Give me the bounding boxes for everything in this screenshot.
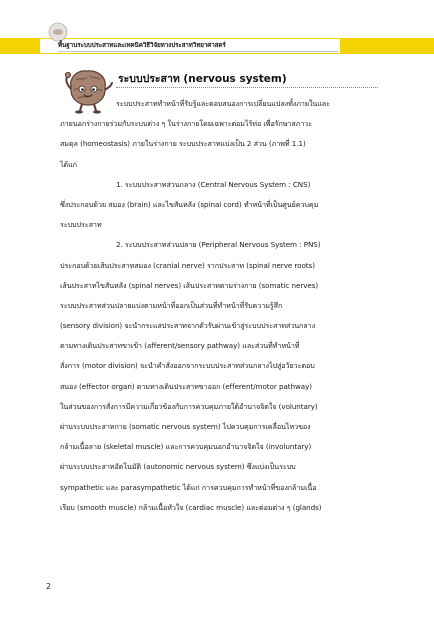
body-paragraphs	[60, 94, 384, 518]
body-line: กล้ามเนื้อลาย (skeletal muscle) และการควบคุมนอกอำนาจจิตใจ (involuntary)	[60, 442, 312, 452]
body-line: ระบบประสาททำหน้าที่รับรู้และตอบสนองการเปลี่ยนแปลงทั้งภายในและ	[116, 99, 330, 108]
body-line: ระบบประสาทส่วนปลายแบ่งตามหน้าที่ออกเป็นส่วนที่ทำหน้าที่รับความรู้สึก	[60, 300, 283, 310]
section-title: ระบบประสาท (nervous system)	[118, 73, 287, 85]
body-line: ผ่านระบบประสาทกาย (somatic nervous system) ไปควบคุมการเคลื่อนไหวของ	[60, 422, 311, 431]
body-line: ได้แก่	[60, 159, 77, 169]
body-line: ภายนอกร่างกายร่วมกับระบบต่าง ๆ ในร่างกายโดยเฉพาะต่อมไร้ท่อ เพื่อรักษาสภาวะ	[60, 119, 313, 129]
body-line: เส้นประสาทไขสันหลัง (spinal nerves) เส้นประสาทตามร่างกาย (somatic nerves)	[60, 280, 319, 290]
body-line: สนอง (effector organ) ตามทางเดินประสาทขาออก (efferent/motor pathway)	[60, 381, 313, 391]
body-line: ผ่านระบบประสาทอัตโนมัติ (autonomic nervous system) ซึ่งแบ่งเป็นระบบ	[60, 462, 296, 472]
header-divider	[58, 51, 338, 52]
body-line: สมดุล (homeostasis) ภายในร่างกาย ระบบประสาทแบ่งเป็น 2 ส่วน (ภาพที่ 1.1)	[60, 139, 306, 149]
body-line: ตามทางเดินประสาทขาเข้า (afferent/sensory pathway) และส่วนที่ทำหน้าที่	[60, 341, 300, 351]
body-line: sympathetic และ parasympathetic ได้แก่ การควบคุมการทำหน้าที่ของกล้ามเนื้อ	[60, 482, 317, 492]
page-number: 2	[46, 582, 52, 591]
body-line: ประกอบด้วยเส้นประสาทสมอง (cranial nerve) รากประสาท (spinal nerve roots)	[60, 260, 315, 270]
body-line: 1. ระบบประสาทส่วนกลาง (Central Nervous System : CNS)	[116, 179, 311, 189]
title-divider	[116, 87, 378, 88]
body-line: (sensory division) จะนำกระแสประสาทจากตัวรับผ่านเข้าสู่ระบบประสาทส่วนกลาง	[60, 321, 316, 331]
body-line: สั่งการ (motor division) จะนำคำสั่งออกจากระบบประสาทส่วนกลางไปสู่อวัยวะตอบ	[60, 361, 315, 371]
body-line: ระบบประสาท	[60, 220, 102, 230]
body-line: เรียบ (smooth muscle) กล้ามเนื้อหัวใจ (cardiac muscle) และต่อมต่าง ๆ (glands)	[60, 502, 322, 512]
header-book-title: พื้นฐานระบบประสาทและเทคนิควิธีวิจัยทางประสาทวิทยาศาสตร์	[58, 42, 226, 49]
header-logo-icon	[48, 22, 68, 42]
body-line: ในส่วนของการสั่งการมีความเกี่ยวข้องกับการควบคุมภายใต้อำนาจจิตใจ (voluntary)	[60, 401, 318, 411]
body-line: ซึ่งประกอบด้วย สมอง (brain) และไขสันหลัง (spinal cord) ทำหน้าที่เป็นศูนย์ควบคุม	[60, 199, 319, 209]
body-line: 2. ระบบประสาทส่วนปลาย (Peripheral Nervous System : PNS)	[116, 240, 321, 250]
